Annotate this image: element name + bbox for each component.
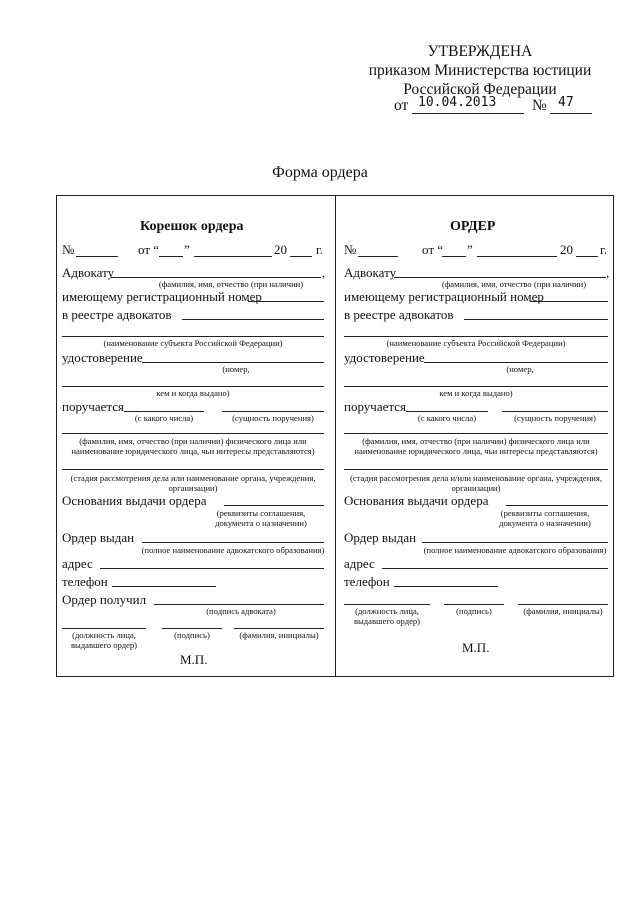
order-stamp: М.П.	[462, 640, 490, 655]
stub-reg-label: имеющему регистрационный номер	[62, 289, 262, 304]
stub-registry-label: в реестре адвокатов	[62, 307, 172, 322]
stub-caption-sign-adv: (подпись адвоката)	[206, 606, 276, 616]
order-caption-person-2: наименование юридического лица, чьи интересы представляются)	[354, 446, 598, 456]
stub-year-suffix: г.	[316, 242, 324, 257]
order-year-field[interactable]	[576, 256, 598, 257]
stub-phone-field[interactable]	[112, 586, 216, 587]
approval-line-1: приказом Министерства юстиции	[368, 62, 592, 79]
order-certificate-field[interactable]	[424, 362, 608, 363]
stub-day-field[interactable]	[159, 256, 183, 257]
order-year-label: 20	[560, 242, 573, 257]
order-caption-person-1: (фамилия, имя, отчество (при наличии) физического лица или	[362, 436, 590, 446]
order-caption-fio: (фамилия, имя, отчество (при наличии)	[441, 279, 587, 289]
order-stage-field[interactable]	[344, 469, 608, 470]
approval-number-label: №	[532, 97, 547, 114]
order-advocate-comma: ,	[606, 265, 610, 280]
order-caption-from-date: (с какого числа)	[417, 413, 477, 423]
stub-certificate-label: удостоверение	[62, 350, 143, 365]
stub-caption-fio: (фамилия, имя, отчество (при наличии)	[158, 279, 304, 289]
stub-from-date-field[interactable]	[124, 411, 204, 412]
form-divider	[335, 195, 336, 677]
stub-caption-position-2: выдавшего ордер)	[70, 640, 138, 650]
order-from-date-field[interactable]	[406, 411, 488, 412]
stub-caption-person-1: (фамилия, имя, отчество (при наличии) физического лица или	[79, 436, 307, 446]
order-caption-stage-2: организации)	[451, 483, 501, 493]
stub-phone-label: телефон	[62, 574, 108, 589]
stub-caption-req-2: документа о назначении)	[215, 518, 307, 528]
stub-address-field[interactable]	[100, 568, 324, 569]
approval-title: УТВЕРЖДЕНА	[427, 43, 533, 60]
order-advocate-label: Адвокату	[344, 265, 397, 280]
stub-caption-from-date: (с какого числа)	[134, 413, 194, 423]
stub-issued-by-field[interactable]	[62, 386, 324, 387]
stub-certificate-field[interactable]	[142, 362, 324, 363]
order-address-label: адрес	[344, 556, 375, 571]
order-caption-number: (номер,	[506, 364, 534, 374]
order-certificate-label: удостоверение	[344, 350, 425, 365]
form-title: Форма ордера	[272, 164, 368, 181]
stub-caption-issued: кем и когда выдано)	[156, 388, 230, 398]
stub-address-label: адрес	[62, 556, 93, 571]
stub-advocate-comma: ,	[322, 265, 326, 280]
stub-stamp: М.П.	[180, 652, 208, 667]
order-date-mid: ”	[467, 242, 473, 257]
order-phone-field[interactable]	[394, 586, 498, 587]
order-caption-req-2: документа о назначении)	[499, 518, 591, 528]
order-position-field[interactable]	[344, 604, 430, 605]
stub-caption-position-1: (должность лица,	[72, 630, 136, 640]
approval-from-label: от	[394, 97, 409, 114]
order-caption-subject: (наименование субъекта Российской Федерации)	[386, 338, 566, 348]
order-sign-field[interactable]	[444, 604, 504, 605]
stub-caption-stage-2: организации)	[168, 483, 218, 493]
stub-caption-essence: (сущность поручения)	[232, 413, 314, 423]
order-title: ОРДЕР	[450, 219, 496, 234]
stub-registry-field[interactable]	[182, 319, 324, 320]
approval-number-line	[550, 113, 592, 114]
stub-assigned-label: поручается	[62, 399, 124, 414]
order-issued-by-field[interactable]	[344, 386, 608, 387]
approval-date-line	[412, 113, 524, 114]
stub-position-field[interactable]	[62, 628, 146, 629]
stub-grounds-field[interactable]	[224, 505, 324, 506]
order-number-label: №	[344, 242, 357, 257]
stub-received-label: Ордер получил	[62, 592, 147, 607]
stub-caption-sign: (подпись)	[174, 630, 210, 640]
order-phone-label: телефон	[344, 574, 390, 589]
order-subject-field[interactable]	[344, 336, 608, 337]
order-caption-essence: (сущность поручения)	[514, 413, 596, 423]
order-caption-stage-1: (стадия рассмотрения дела и/или наименование органа, учреждения,	[350, 473, 602, 483]
stub-issued-label: Ордер выдан	[62, 530, 135, 545]
stub-title: Корешок ордера	[140, 219, 244, 234]
stub-date-mid: ”	[184, 242, 190, 257]
stub-essence-field[interactable]	[222, 411, 324, 412]
order-registry-label: в реестре адвокатов	[344, 307, 454, 322]
order-grounds-field[interactable]	[506, 505, 608, 506]
stub-reg-field[interactable]	[248, 301, 324, 302]
stub-issued-field[interactable]	[142, 542, 324, 543]
stub-person-field[interactable]	[62, 433, 324, 434]
order-caption-issued: кем и когда выдано)	[439, 388, 513, 398]
order-address-field[interactable]	[382, 568, 608, 569]
stub-date-prefix: от “	[138, 242, 160, 257]
order-name-field[interactable]	[518, 604, 608, 605]
order-day-field[interactable]	[442, 256, 466, 257]
stub-advocate-field[interactable]	[111, 277, 321, 278]
order-date-prefix: от “	[422, 242, 444, 257]
order-month-field[interactable]	[477, 256, 557, 257]
order-grounds-label: Основания выдачи ордера	[344, 493, 489, 508]
order-caption-position-2: выдавшего ордер)	[353, 616, 421, 626]
stub-number-field[interactable]	[76, 256, 118, 257]
approval-number: 47	[558, 95, 574, 110]
order-advocate-field[interactable]	[394, 277, 606, 278]
order-issued-label: Ордер выдан	[344, 530, 417, 545]
stub-caption-person-2: наименование юридического лица, чьи интересы представляются)	[71, 446, 315, 456]
order-registry-field[interactable]	[464, 319, 608, 320]
stub-advocate-label: Адвокату	[62, 265, 115, 280]
stub-received-field[interactable]	[154, 604, 324, 605]
stub-caption-req-1: (реквизиты соглашения,	[216, 508, 306, 518]
order-reg-field[interactable]	[530, 301, 608, 302]
stub-name-field[interactable]	[234, 628, 324, 629]
order-number-field[interactable]	[358, 256, 398, 257]
order-caption-req-1: (реквизиты соглашения,	[500, 508, 590, 518]
stub-stage-field[interactable]	[62, 469, 324, 470]
stub-sign-field[interactable]	[162, 628, 222, 629]
order-assigned-label: поручается	[344, 399, 406, 414]
approval-line-2: Российской Федерации	[403, 81, 557, 98]
approval-date: 10.04.2013	[418, 95, 497, 110]
stub-year-label: 20	[274, 242, 287, 257]
stub-grounds-label: Основания выдачи ордера	[62, 493, 207, 508]
stub-caption-org: (полное наименование адвокатского образования)	[141, 545, 325, 555]
stub-subject-field[interactable]	[62, 336, 324, 337]
stub-month-field[interactable]	[194, 256, 272, 257]
stub-caption-subject: (наименование субъекта Российской Федерации)	[103, 338, 283, 348]
order-person-field[interactable]	[344, 433, 608, 434]
order-caption-sign: (подпись)	[456, 606, 492, 616]
order-caption-position-1: (должность лица,	[355, 606, 419, 616]
stub-caption-stage-1: (стадия рассмотрения дела или наименование органа, учреждения,	[70, 473, 316, 483]
order-reg-label: имеющему регистрационный номер	[344, 289, 544, 304]
stub-caption-number: (номер,	[222, 364, 250, 374]
order-essence-field[interactable]	[502, 411, 608, 412]
stub-caption-name: (фамилия, инициалы)	[239, 630, 319, 640]
stub-year-field[interactable]	[290, 256, 312, 257]
order-caption-name: (фамилия, инициалы)	[523, 606, 603, 616]
order-caption-org: (полное наименование адвокатского образования)	[423, 545, 607, 555]
stub-number-label: №	[62, 242, 75, 257]
order-issued-field[interactable]	[422, 542, 608, 543]
order-year-suffix: г.	[600, 242, 608, 257]
